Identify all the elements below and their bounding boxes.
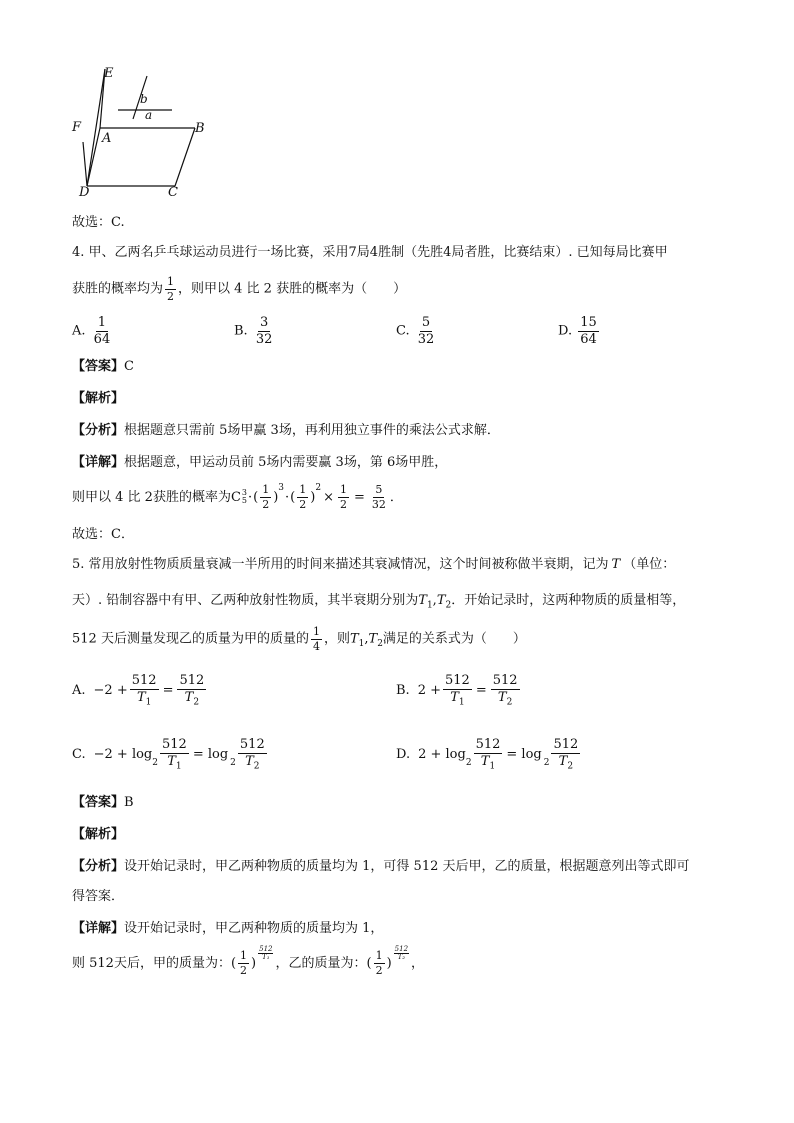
q4-calc-exp1: 3 <box>278 483 285 493</box>
q4-half-num: 1 <box>167 275 175 288</box>
q5-option-b-lead: 2 + <box>417 683 441 699</box>
q5-stem-line3-mid: ，则 <box>323 631 350 647</box>
q5-mass-jia-exponent <box>258 946 273 962</box>
q5-option-b-eq: = <box>475 683 487 699</box>
q4-calc-half-2-den: 2 <box>299 497 307 511</box>
edge-B-C <box>175 128 195 186</box>
label-D: D <box>79 185 90 200</box>
q4-option-a <box>72 316 114 346</box>
q5-option-d-den2-T: T <box>558 753 568 769</box>
q4-calc-combination <box>231 489 247 505</box>
q5-option-a-den1-sub: 1 <box>145 697 152 708</box>
q5-mass-yi-half-den: 2 <box>375 963 383 977</box>
q4-option-d-fraction <box>578 316 599 346</box>
q5-option-b-den1 <box>448 690 466 708</box>
q4-option-b <box>234 316 276 346</box>
q4-calc-half-3-den: 2 <box>339 497 347 511</box>
q5-mass-yi-half-num: 1 <box>375 949 383 962</box>
q5-option-c-frac1 <box>160 738 189 772</box>
q4-calc-end: ． <box>389 489 403 505</box>
q5-option-d-den1 <box>479 754 497 772</box>
q5-option-a-den1-T: T <box>136 689 146 705</box>
q5-option-d-eq: = log <box>506 747 542 763</box>
q5-mass-line: 则 512天后，甲的质量为： ( $\frac{1}{2}$ ) $\frac{512}{\text{T₁}}$ ，乙的质量为： ( $\frac{1}{2}$ ) $\frac{512}{\text{T₂}}$ ， <box>72 945 425 977</box>
q4-option-a-num: 1 <box>97 315 107 330</box>
q5-option-a-frac2 <box>177 674 206 708</box>
label-F: F <box>72 120 82 135</box>
edge-A-D <box>87 128 100 186</box>
q5-answer-value: B <box>124 795 134 810</box>
q5-mass-mid: ，乙的质量为： <box>275 955 367 971</box>
q5-option-c-eq: = log <box>192 747 229 763</box>
q5-xiangjie-text: 设开始记录时，甲乙两种物质的质量均为 1， <box>124 921 384 936</box>
q5-option-c-num1: 512 <box>162 737 187 752</box>
q5-mass-yi-exp-den: T₂ <box>397 953 406 962</box>
q4-calc-half-1 <box>260 484 271 510</box>
q5-option-c <box>72 738 269 772</box>
label-a: a <box>145 108 153 122</box>
q4-stem-line1: 4. 甲、乙两名乒乓球运动员进行一场比赛，采用7局4胜制（先胜4局者胜，比赛结束）. 已知每局比赛甲 <box>72 245 668 260</box>
q4-calc-C-sup: 3 <box>241 488 247 498</box>
q5-option-a-num2: 512 <box>179 673 205 688</box>
q4-calculation: 则甲以 4 比 2获胜的概率为 C 3 5 · ( $\frac{1}{2}$ ) $^3$ · ( $\frac{1}{2}$ ) $^2$ × $\frac{1}{2}$ = $\frac{5}{32}$ ． <box>72 483 403 511</box>
q4-answer <box>72 360 134 373</box>
q4-calc-result <box>370 484 388 510</box>
q5-stem-line2 <box>72 594 685 611</box>
q5-option-a-den2-T: T <box>184 689 194 705</box>
q5-option-d-den1-sub: 1 <box>489 761 496 772</box>
q5-stem-line3-sub1: 1 <box>358 639 365 650</box>
q5-option-d-log-base2: 2 <box>543 757 550 768</box>
q5-stem-line3-pre: 512 天后测量发现乙的质量为甲的质量的 <box>72 631 309 647</box>
q4-calc-half-2 <box>297 484 308 510</box>
q5-option-b-den1-T: T <box>450 689 459 705</box>
q4-option-c-label: C. <box>396 323 410 339</box>
q4-stem-line2 <box>72 276 406 302</box>
q5-option-c-log-base2: 2 <box>230 757 236 768</box>
q4-calc-half-3 <box>338 484 349 510</box>
q5-stem-line2-post: ．开始记录时，这两种物质的质量相等， <box>451 593 686 608</box>
q4-option-a-fraction <box>92 316 113 346</box>
q4-calc-C-sub: 5 <box>241 496 247 506</box>
q4-calc-dot1: · <box>248 489 253 505</box>
q5-xiangjie <box>72 922 383 935</box>
q5-option-b-den2-T: T <box>497 689 507 705</box>
q5-quarter-den: 4 <box>312 639 320 653</box>
label-B: B <box>195 121 205 136</box>
q4-xiangjie-text: 根据题意，甲运动员前 5场内需要赢 3场，第 6场甲胜， <box>124 455 448 470</box>
q5-stem-line3-sub2: 2 <box>377 639 383 650</box>
q4-fenxi <box>72 424 500 437</box>
q4-answer-tag: 【答案】 <box>72 359 125 374</box>
q4-option-d <box>558 316 601 346</box>
q5-option-d-den2 <box>557 754 575 772</box>
q5-option-d-num1: 512 <box>475 737 501 752</box>
edge-F-D <box>83 142 87 186</box>
q5-option-c-den1-sub: 1 <box>175 761 182 772</box>
q4-calc-times: × <box>323 489 334 505</box>
q5-mass-end: ， <box>411 955 425 971</box>
q5-option-a-den2-sub: 2 <box>193 697 200 708</box>
q5-answer <box>72 796 134 809</box>
q5-stem-line3-T1: T <box>349 631 359 647</box>
q5-option-a <box>72 674 208 708</box>
q4-option-b-den: 32 <box>255 331 273 347</box>
q5-option-b-den2 <box>496 690 514 708</box>
q4-option-d-label: D. <box>558 323 573 339</box>
q5-stem-line2-pre: 天）. 铅制容器中有甲、乙两种放射性物质，其半衰期分别为 <box>72 593 419 608</box>
q5-option-d-den2-sub: 2 <box>567 761 574 772</box>
q5-option-c-den2 <box>243 754 261 772</box>
q5-fenxi-line2: 得答案． <box>72 889 125 904</box>
geometry-figure-svg <box>70 62 210 202</box>
q4-calc-half-1-num: 1 <box>262 483 270 496</box>
q5-option-c-den2-T: T <box>245 753 254 769</box>
q5-stem-line2-sub2: 2 <box>445 600 452 611</box>
q4-option-d-den: 64 <box>580 331 597 347</box>
q5-quarter-fraction <box>311 626 322 652</box>
q4-calc-pre: 则甲以 4 比 2获胜的概率为 <box>72 489 231 505</box>
q5-option-d-label: D. <box>396 747 411 763</box>
q4-option-c <box>396 316 438 346</box>
q5-option-b <box>396 674 522 708</box>
q5-option-c-frac2 <box>238 738 267 772</box>
q5-fenxi-tag: 【分析】 <box>72 859 125 874</box>
q5-option-c-den1-T: T <box>167 753 176 769</box>
q5-mass-jia-half-num: 1 <box>240 949 248 962</box>
q5-option-d <box>396 738 582 772</box>
q4-option-d-num: 15 <box>580 315 597 330</box>
q5-option-a-label: A. <box>72 683 86 699</box>
label-A: A <box>102 131 112 146</box>
q5-stem-line1-end: （单位： <box>623 557 676 572</box>
q5-stem-line3-T2: T <box>368 631 378 647</box>
q5-option-a-den2 <box>183 690 201 708</box>
q4-stem-line2-pre: 获胜的概率均为 <box>72 281 164 297</box>
q5-mass-jia-exp-den: T₁ <box>262 953 270 962</box>
q4-option-c-den: 32 <box>417 331 435 347</box>
q5-option-c-log-base1: 2 <box>152 757 158 768</box>
q5-stem-line2-T2: T <box>436 593 446 608</box>
q4-option-b-num: 3 <box>259 315 269 330</box>
q5-option-d-log-base1: 2 <box>465 757 472 768</box>
q4-fenxi-tag: 【分析】 <box>72 423 125 438</box>
q5-option-d-num2: 512 <box>553 737 579 752</box>
q5-option-d-frac1 <box>474 738 503 772</box>
q5-option-d-den1-T: T <box>480 753 490 769</box>
q5-option-b-num1: 512 <box>444 673 470 688</box>
label-C: C <box>168 185 178 200</box>
q5-mass-jia-exp-num: 512 <box>259 945 273 953</box>
q5-option-c-label: C. <box>72 747 86 763</box>
q5-option-a-num1: 512 <box>131 673 157 688</box>
q4-option-a-den: 64 <box>93 331 111 347</box>
q5-stem-line2-T1: T <box>418 593 427 608</box>
q5-option-c-num2: 512 <box>239 737 265 752</box>
q5-stem-line2-sub1: 1 <box>426 600 433 611</box>
q4-fenxi-text: 根据题意只需前 5场甲赢 3场，再利用独立事件的乘法公式求解． <box>124 423 500 438</box>
q5-fenxi-line1: 设开始记录时，甲乙两种物质的质量均为 1，可得 512 天后甲，乙的质量，根据题意列出等式即可 <box>124 859 690 874</box>
q5-option-b-num2: 512 <box>492 673 518 688</box>
q5-option-c-den2-sub: 2 <box>253 761 260 772</box>
q5-mass-jia-half-den: 2 <box>240 963 248 977</box>
label-E: E <box>104 66 114 81</box>
q5-option-a-den1 <box>135 690 153 708</box>
q4-answer-value: C <box>124 359 134 374</box>
q5-mass-yi-half <box>374 950 385 976</box>
q5-mass-yi-exponent <box>394 946 409 962</box>
q5-stem-line1-text: 5. 常用放射性物质质量衰减一半所用的时间来描述其衰减情况，这个时间被称做半衰期，记为 <box>72 557 609 572</box>
q5-stem-line3 <box>72 626 526 652</box>
q4-half-fraction <box>165 276 176 302</box>
q5-option-b-frac1 <box>443 674 472 708</box>
q4-option-b-label: B. <box>234 323 248 339</box>
q4-option-a-label: A. <box>72 323 86 339</box>
q5-mass-pre: 则 512天后，甲的质量为： <box>72 955 231 971</box>
q5-option-b-den1-sub: 1 <box>458 697 465 708</box>
q4-xiangjie-tag: 【详解】 <box>72 455 125 470</box>
q5-option-c-den1 <box>165 754 183 772</box>
q4-option-b-fraction <box>254 316 275 346</box>
q5-fenxi <box>72 860 690 873</box>
q4-xiangjie <box>72 456 447 469</box>
q5-quarter-num: 1 <box>312 625 320 638</box>
q5-option-a-lead: −2 + <box>93 683 128 699</box>
q5-stem-line1-T: T <box>611 557 621 572</box>
q5-stem-line1 <box>72 558 675 571</box>
q4-calc-eq: = <box>353 489 365 505</box>
q5-option-d-frac2 <box>551 738 580 772</box>
geometry-figure <box>70 62 210 202</box>
q5-mass-jia-half <box>238 950 249 976</box>
q4-calc-exp2: 2 <box>315 483 322 493</box>
q5-option-b-label: B. <box>396 683 410 699</box>
q4-half-den: 2 <box>167 289 175 303</box>
q5-stem-line3-post: 满足的关系式为（ ） <box>382 631 526 647</box>
q5-mass-yi-exp-num: 512 <box>394 945 409 953</box>
q4-option-c-num: 5 <box>421 315 431 330</box>
q4-analysis-tag: 【解析】 <box>72 391 125 406</box>
q5-option-b-den2-sub: 2 <box>506 697 513 708</box>
q4-calc-half-2-num: 1 <box>299 483 307 496</box>
q4-calc-half-3-num: 1 <box>339 483 347 496</box>
q5-xiangjie-tag: 【详解】 <box>72 921 125 936</box>
q5-option-c-lead: −2 + log <box>93 747 153 763</box>
q3-conclusion: 故选：C. <box>72 215 125 230</box>
q4-stem-line2-post: ，则甲以 4 比 2 获胜的概率为（ ） <box>178 281 407 297</box>
q5-answer-tag: 【答案】 <box>72 795 125 810</box>
q5-analysis-tag: 【解析】 <box>72 827 125 842</box>
q4-option-c-fraction <box>416 316 437 346</box>
q4-calc-half-1-den: 2 <box>262 497 270 511</box>
q5-option-a-eq: = <box>162 683 174 699</box>
label-b: b <box>140 92 148 106</box>
q4-calc-C: C <box>230 489 241 505</box>
q4-conclusion: 故选：C． <box>72 527 134 542</box>
q4-calc-dot2: · <box>285 489 290 505</box>
q4-calc-result-num: 5 <box>375 483 383 496</box>
q5-stem-line2-comma: , <box>432 593 437 608</box>
q5-option-b-frac2 <box>491 674 520 708</box>
q5-stem-line3-comma: , <box>364 631 369 647</box>
q5-option-a-frac1 <box>130 674 159 708</box>
q4-calc-result-den: 32 <box>371 497 386 511</box>
q5-option-d-lead: 2 + log <box>418 747 466 763</box>
